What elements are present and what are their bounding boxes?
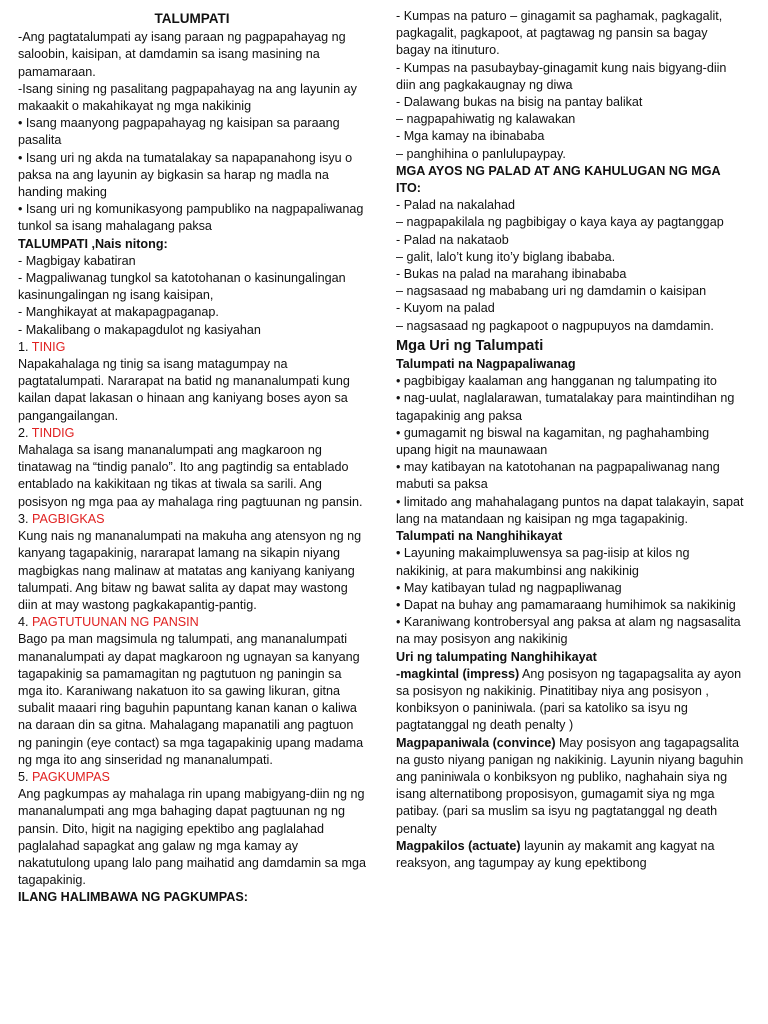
- section-number: 5.: [18, 769, 29, 784]
- section-heading-pagtutuunan: [18, 614, 366, 631]
- section-name: PAGTUTUUNAN NG PANSIN: [32, 615, 199, 630]
- nais-heading: TALUMPATI ,Nais nitong:: [18, 236, 168, 251]
- convince-paragraph: [396, 735, 744, 838]
- actuate-label: Magpakilos (actuate): [396, 838, 521, 853]
- section-name: TINDIG: [31, 425, 75, 440]
- palad-line-2: – nagpapakilala ng pagbibigay o kaya kaya ay pagtanggap: [396, 215, 724, 230]
- intro-paragraph-1: -Ang pagtatalumpati ay isang paraan ng pagpapahayag ng saloobin, kaisipan, at damdamin sa isang masining na pamamaraan.: [18, 30, 346, 79]
- section-text-tindig: Mahalaga sa isang mananalumpati ang magkaroon ng tinatawag na “tindig panalo”. Ito ang pagtindig sa entablado entablado na kakikitaan ng tikas at tiwala sa sarili. Ang posisyon ng mga paa ay mahalaga ring pagtuunan ng pansin.: [18, 443, 363, 509]
- nais-item-4: - Makalibang o makapagdulot ng kasiyahan: [18, 322, 261, 337]
- nanghihikayat-item-4: • Karaniwang kontrobersyal ang paksa at alam ng nagsasalita na may posisyon ang nakikinig: [396, 615, 741, 647]
- palad-line-6: – nagsasaad ng mababang uri ng damdamin o kaisipan: [396, 284, 707, 299]
- nagpapaliwanag-item-2: • nag-uulat, naglalarawan, tumatalakay para maintindihan ng tagapakinig ang paksa: [396, 391, 735, 423]
- section-number: 1.: [18, 339, 29, 354]
- left-column: [18, 10, 366, 907]
- nagpapaliwanag-item-4: • may katibayan na katotohanan na pagpapaliwanag nang mabuti sa paksa: [396, 460, 720, 492]
- nagpapaliwanag-item-5: • limitado ang mahahalagang puntos na dapat talakayin, sapat lang na matandaan ng kaisipan ng mga tagapakinig.: [396, 494, 744, 526]
- kumpas-line-4: – nagpapahiwatig ng kalawakan: [396, 112, 576, 127]
- impress-paragraph: [396, 666, 744, 735]
- nais-item-1: - Magbigay kabatiran: [18, 253, 136, 268]
- nanghihikayat-item-1: • Layuning makaimpluwensya sa pag-iisip at kilos ng nakikinig, at para makumbinsi ang nakikinig: [396, 546, 690, 578]
- nanghihikayat-heading: Talumpati na Nanghihikayat: [396, 529, 563, 544]
- right-column: [396, 8, 744, 872]
- kumpas-line-1: - Kumpas na paturo – ginagamit sa paghamak, pagkagalit, pagkagalit, pagkapoot, at pagtawag ng pansin sa bagay bagay na itinuturo.: [396, 9, 723, 58]
- nais-item-3: - Manghikayat at makapagpaganap.: [18, 305, 219, 320]
- section-heading-tinig: [18, 339, 366, 356]
- nagpapaliwanag-item-3: • gumagamit ng biswal na kagamitan, ng paghahambing upang higit na maunawaan: [396, 425, 710, 458]
- palad-line-1: - Palad na nakalahad: [396, 198, 516, 213]
- intro-bullet-1: • Isang maanyong pagpapahayag ng kaisipan sa paraang pasalita: [18, 116, 340, 148]
- palad-line-7: - Kuyom na palad: [396, 301, 495, 316]
- nagpapaliwanag-heading: Talumpati na Nagpapaliwanag: [396, 357, 576, 372]
- section-number: 3.: [18, 511, 29, 526]
- palad-line-3: - Palad na nakataob: [396, 232, 509, 247]
- section-text-pagtutuunan: Bago pa man magsimula ng talumpati, ang mananalumpati mananalumpati ay dapat magkaroon ng ugnayan sa kanyang tagapakinig sa pamamagitan ng pagtutuon ng paningin sa mga ito. Karaniwang nakatuon ito sa gawing likuran, gitna subalit maaari ring baguhin papuntang kanan kanan o kaliwa na daraan din sa gitna. Mahalagang mapanatili ang pagtuon ng paningin (eye contact) sa mga tagapakinig upang madama ng mga ito ang sinseridad ng mananalumpati.: [18, 632, 364, 767]
- uri-nanghihikayat-heading: Uri ng talumpating Nanghihikayat: [396, 649, 597, 664]
- palad-line-4: – galit, lalo’t kung ito’y biglang ibababa.: [396, 249, 616, 264]
- kumpas-line-2: - Kumpas na pasubaybay-ginagamit kung nais bigyang-diin diin ang pagkakaugnay ng diwa: [396, 60, 727, 92]
- section-heading-pagkumpas: [18, 769, 366, 786]
- halimbawa-heading: ILANG HALIMBAWA NG PAGKUMPAS:: [18, 890, 248, 905]
- impress-text: Ang posisyon ng tagapagsalita ay ayon sa posisyon ng nakikinig. Pinatitibay niya ang posisyon , konbiksyon o paniniwala. (pari sa katoliko sa isyu ng pagtatanggal ng death penalty ): [396, 666, 742, 733]
- palad-heading: MGA AYOS NG PALAD AT ANG KAHULUGAN NG MGA ITO:: [396, 163, 721, 196]
- kumpas-line-5: - Mga kamay na ibinababa: [396, 129, 545, 144]
- nanghihikayat-item-3: • Dapat na buhay ang pamamaraang humihimok sa nakikinig: [396, 597, 736, 612]
- nais-item-2: - Magpaliwanag tungkol sa katotohanan o kasinungalingan kasinungalingan ng isang kaisipan,: [18, 271, 346, 303]
- kumpas-line-6: – panghihina o panlulupaypay.: [396, 146, 566, 161]
- uri-heading: Mga Uri ng Talumpati: [396, 337, 544, 354]
- section-number: 2.: [18, 425, 29, 440]
- kumpas-line-3: - Dalawang bukas na bisig na pantay balikat: [396, 95, 643, 110]
- section-text-tinig: Napakahalaga ng tinig sa isang matagumpay na pagtatalumpati. Nararapat na batid ng mananalumpati kung kailan dapat lakasan o hinaan ang kaniyang boses ayon sa pangangailangan.: [18, 357, 350, 423]
- palad-line-5: - Bukas na palad na marahang ibinababa: [396, 267, 627, 282]
- convince-text: May posisyon ang tagapagsalita na gusto niyang panigan ng nakikinig. Layunin niyang baguhin ang paniniwala o konbiksyon ng publiko, naghahain siya ng isang alternatibong proposisyon, gumagamit siya ng mga patibay. (pari sa muslim sa isyu ng pagtatanggal ng death penalty: [396, 735, 744, 836]
- nanghihikayat-item-2: • May katibayan tulad ng nagpapliwanag: [396, 580, 622, 595]
- intro-paragraph-2: -Isang sining ng pasalitang pagpapahayag na ang layunin ay makaakit o makahikayat ng mga nakikinig: [18, 81, 357, 114]
- section-text-pagbigkas: Kung nais ng mananalumpati na makuha ang atensyon ng ng kanyang tagapakinig, nararapat lamang na sikapin niyang magbigkas nang malinaw at matatas ang kaniyang kaniyang talumpati. Ang bitaw ng bawat salita ay dapat may wastong diin at may wastong pagkakapantig-pantig.: [18, 529, 362, 612]
- section-number: 4.: [18, 615, 29, 630]
- section-name: TINIG: [31, 339, 66, 354]
- section-heading-tindig: [18, 425, 366, 442]
- palad-line-8: – nagsasaad ng pagkapoot o nagpupuyos na damdamin.: [396, 318, 714, 333]
- intro-bullet-2: • Isang uri ng akda na tumatalakay sa napapanahong isyu o paksa na ang layunin ay bigkasin sa harap ng madla na handing making: [18, 150, 353, 200]
- section-name: PAGKUMPAS: [32, 769, 110, 784]
- actuate-paragraph: [396, 838, 744, 872]
- section-heading-pagbigkas: [18, 511, 366, 528]
- nagpapaliwanag-item-1: • pagbibigay kaalaman ang hangganan ng talumpating ito: [396, 374, 717, 389]
- intro-bullet-3: • Isang uri ng komunikasyong pampubliko na nagpapaliwanag tunkol sa isang mahalagang paksa: [18, 202, 364, 234]
- document-title: TALUMPATI: [154, 11, 230, 26]
- section-text-pagkumpas: Ang pagkumpas ay mahalaga rin upang mabigyang-diin ng ng mananalumpati ang mga bahaging dapat pagtuunan ng ng pansin. Dito, higit na nagiging epektibo ang paglalahad paglalahad sapagkat ang galaw ng mga kamay ay nakatutulong upang lalo pang maihatid ang damdamin sa mga tagapakinig.: [18, 787, 366, 888]
- impress-label: -magkintal (impress): [396, 666, 520, 681]
- actuate-text: layunin ay makamit ang kagyat na reaksyon, ang tagumpay ay kung epektibong: [396, 838, 715, 870]
- convince-label: Magpapaniwala (convince): [396, 735, 556, 750]
- section-name: PAGBIGKAS: [32, 511, 105, 526]
